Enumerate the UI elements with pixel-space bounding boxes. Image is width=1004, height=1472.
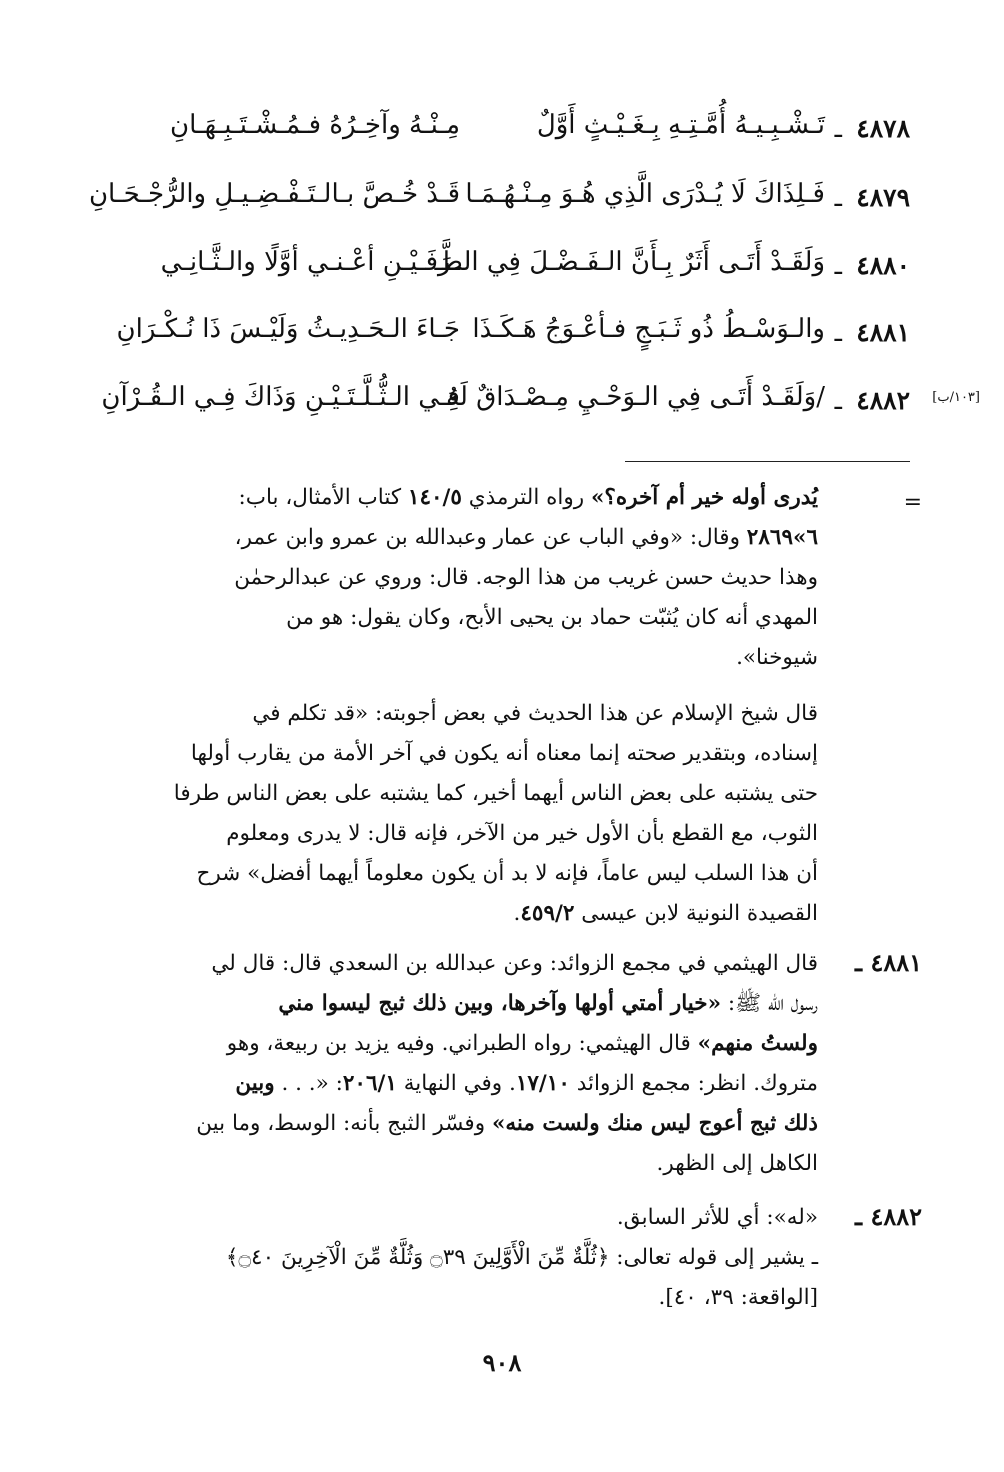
- verse-number: ٤٨٧٩: [856, 183, 910, 212]
- footnote-quote-paragraph: [68, 694, 818, 934]
- footnote-line: ٦»٢٨٦٩ وقال: «وفي الباب عن عمار وعبدالله بن عمرو وابن عمر،: [234, 525, 818, 550]
- verse-first-hemistich: /وَلَقَـدْ أَتَـى فِي الـوَحْـيِ مِـصْـدَاقٌ لَهُ: [446, 382, 825, 412]
- footnote-4881: [68, 944, 818, 1184]
- verse-dash: ـ: [834, 318, 842, 347]
- verse-first-hemistich: والـوَسْـطُ ذُو ثَـبَـجٍ فـأعْـوَجُ هَـكَـذَا: [472, 314, 825, 344]
- footnote-line: القصيدة النونية لابن عيسى ٤٥٩/٢.: [513, 901, 818, 926]
- verse-second-hemistich: جَـاءَ الـحَـدِيـثُ وَلَيْـسَ ذَا نُـكْـرَانِ: [116, 314, 460, 344]
- footnote-line: أن هذا السلب ليس عاماً، فإنه لا بد أن يكون معلوماً أيهما أفضل» شرح: [196, 861, 818, 886]
- verse-dash: ـ: [834, 386, 842, 415]
- verse-dash: ـ: [834, 114, 842, 143]
- page-number: ٩٠٨: [482, 1348, 522, 1377]
- footnote-line: متروك. انظر: مجمع الزوائد ١٧/١٠. وفي النهاية ٢٠٦/١: «. . . وبين: [235, 1071, 818, 1096]
- footnote-line: إسناده، وبتقدير صحته إنما معناه أنه يكون في آخر الأمة من يقارب أولها: [190, 741, 818, 766]
- footnote-number: ٤٨٨٢ ـ: [855, 1202, 922, 1231]
- footnote-number: ٤٨٨١ ـ: [855, 948, 922, 977]
- footnote-separator: [625, 461, 910, 462]
- verse-row: [40, 177, 990, 229]
- footnote-line: الثوب، مع القطع بأن الأول خير من الآخر، فإنه قال: لا يدرى ومعلوم: [226, 821, 818, 846]
- footnote-4882: [68, 1198, 818, 1318]
- verse-row: [40, 380, 990, 432]
- footnote-line: «له»: أي للأثر السابق.: [616, 1205, 818, 1230]
- footnote-line: المهدي أنه كان يُثبّت حماد بن يحيى الأبح، وكان يقول: هو من: [286, 605, 818, 630]
- verse-first-hemistich: فَـلِذَاكَ لَا يُـدْرَى الَّذِي هُـوَ مِـنْـهُـمَـا: [465, 179, 825, 209]
- footnote-quran-reference: ـ يشير إلى قوله تعالى: ﴿ثُلَّةٌ مِّنَ الْأَوَّلِينَ ۝٣٩ وَثُلَّةٌ مِّنَ الْآخِرِينَ ۝٤٠﴾: [225, 1245, 818, 1270]
- verse-dash: ـ: [834, 183, 842, 212]
- footnote-line: قال شيخ الإسلام عن هذا الحديث في بعض أجوبته: «قد تكلم في: [252, 701, 818, 726]
- footnote-line: رسول الله ﷺ: «خيار أمتي أولها وآخرها، وبين ذلك ثبج ليسوا مني: [278, 991, 818, 1016]
- verse-number: ٤٨٨٠: [856, 251, 910, 280]
- verse-second-hemistich: فِـي الـثُّـلَّـتَـيْـنِ وَذَاكَ فِـي الـقُـرْآنِ: [101, 382, 460, 412]
- footnote-line: ولستُ منهم» قال الهيثمي: رواه الطبراني. وفيه يزيد بن ربيعة، وهو: [226, 1031, 818, 1056]
- footnote-line: شيوخنا».: [736, 645, 818, 670]
- verse-number: ٤٨٨٢: [856, 386, 910, 415]
- footnote-line: الكاهل إلى الظهر.: [656, 1151, 818, 1176]
- verse-second-hemistich: ـرَفَـيْـنِ أعْـنـي أوَّلًا والـثَّـانِـي: [160, 247, 460, 277]
- manuscript-folio-marker: [١٠٣/ب]: [932, 390, 980, 405]
- verse-number: ٤٨٧٨: [856, 114, 910, 143]
- verse-row: [40, 108, 990, 160]
- footnote-line: [الواقعة: ٣٩، ٤٠].: [658, 1285, 818, 1310]
- footnote-continued-paragraph: [68, 478, 818, 678]
- footnote-line: حتى يشتبه على بعض الناس أيهما أخير، كما يشتبه على بعض الناس طرفا: [173, 781, 818, 806]
- verse-row: [40, 312, 990, 364]
- verse-first-hemistich: تَـشْـبِـيـهُ أُمَّـتِـهِ بِـغَـيْـثٍ أَوَّلٌ: [536, 110, 825, 140]
- footnote-continued-marker: =: [903, 490, 922, 515]
- footnote-line: يُدرى أوله خير أم آخره؟» رواه الترمذي ١٤٠/٥ كتاب الأمثال، باب:: [238, 485, 818, 510]
- verse-row: [40, 245, 990, 297]
- footnote-line: وهذا حديث حسن غريب من هذا الوجه. قال: وروي عن عبدالرحمٰن: [234, 565, 818, 590]
- verse-second-hemistich: قَـدْ خُـصَّ بـالـتَـفْـضِـيـلِ والرُّجْـحَـانِ: [88, 179, 460, 209]
- verse-dash: ـ: [834, 251, 842, 280]
- verse-first-hemistich: وَلَقَـدْ أَتَـى أَثَرٌ بِـأَنَّ الـفَـضْـلَ فِي الطَّـ: [434, 247, 825, 277]
- footnote-line: ذلك ثبج أعوج ليس منك ولست منه» وفسّر الثبج بأنه: الوسط، وما بين: [196, 1111, 818, 1136]
- verse-second-hemistich: مِـنْـهُ وآخِـرُهُ فـمُـشْـتَـبِـهَـانِ: [170, 110, 460, 140]
- verse-number: ٤٨٨١: [856, 318, 910, 347]
- footnote-line: قال الهيثمي في مجمع الزوائد: وعن عبدالله بن السعدي قال: قال لي: [211, 951, 818, 976]
